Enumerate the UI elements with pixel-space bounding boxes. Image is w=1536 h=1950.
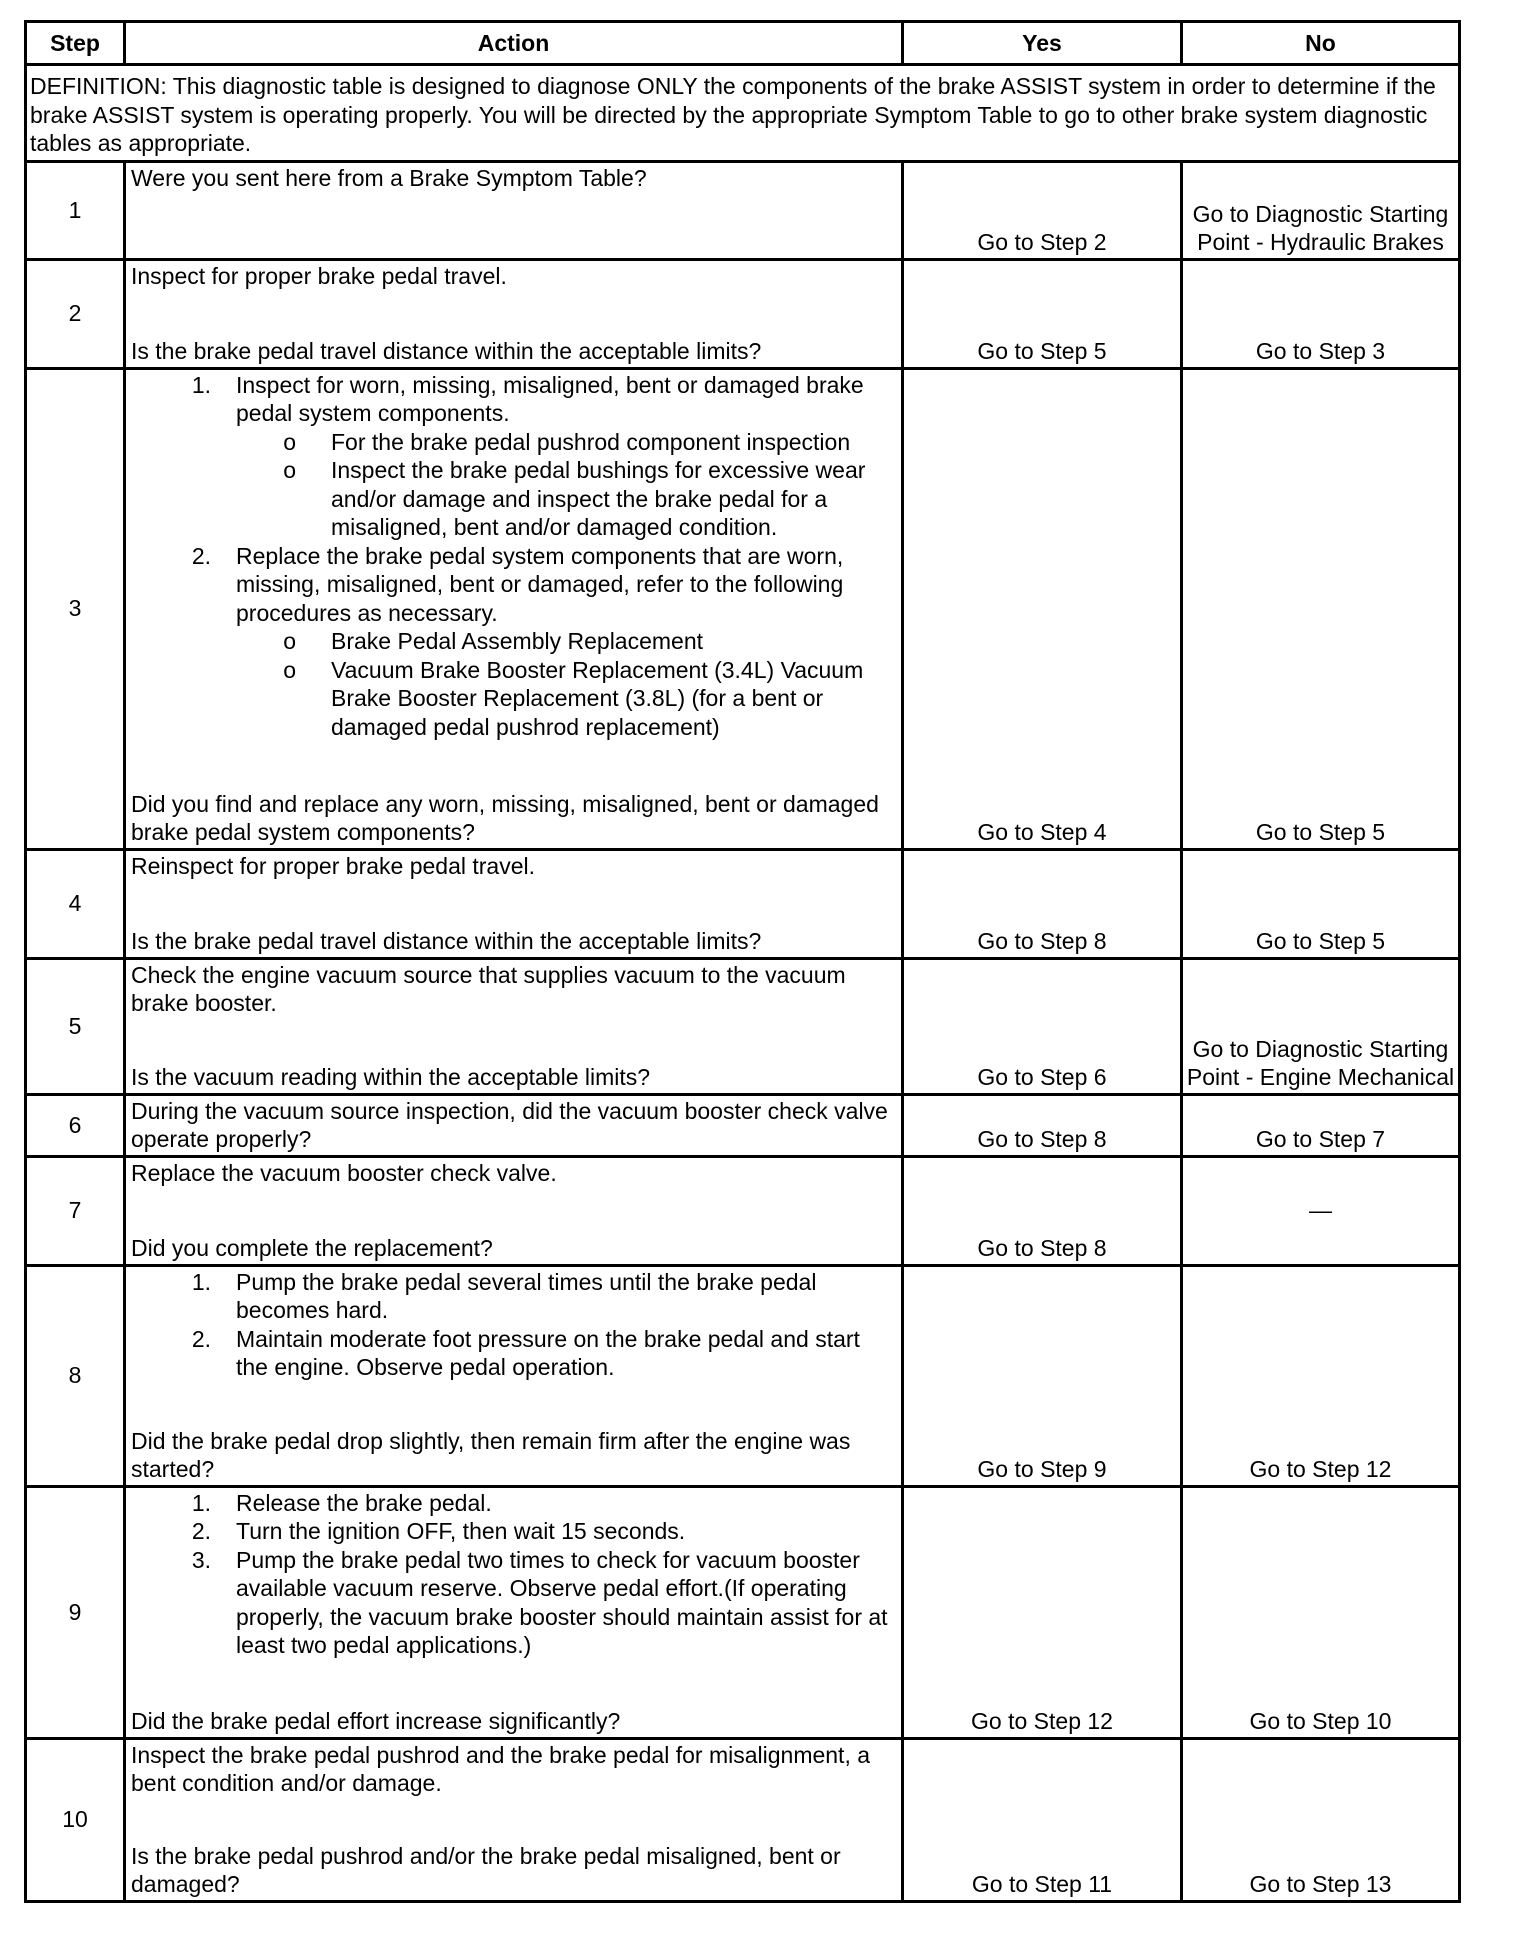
table-row-step-8 [26, 1265, 1460, 1486]
item-text: Turn the ignition OFF, then wait 15 seconds. [236, 1518, 686, 1544]
list-item [131, 1268, 895, 1325]
step-number: 9 [26, 1486, 125, 1738]
item-number: 1. [191, 371, 211, 398]
action-intro: Replace the vacuum booster check valve. [131, 1159, 557, 1186]
sub-item-text: For the brake pedal pushrod component inspection [331, 428, 851, 455]
yes-cell: Go to Step 4 [903, 368, 1182, 849]
diagnostic-table [24, 20, 1461, 1903]
step-number: 3 [26, 368, 125, 849]
list-item [131, 1325, 895, 1382]
no-cell: Go to Step 5 [1182, 368, 1460, 849]
yes-cell: Go to Step 6 [903, 958, 1182, 1094]
no-cell: — [1182, 1156, 1460, 1265]
step-number: 4 [26, 849, 125, 958]
step-number: 7 [26, 1156, 125, 1265]
item-text: Pump the brake pedal two times to check for vacuum booster available vacuum reserve. Observe pedal effort.(If operating properly, the vacuum brake booster should maintain assist for at least two pedal applications.) [236, 1546, 888, 1658]
item-number: 2. [191, 1518, 211, 1544]
action-cell [125, 259, 903, 368]
list-item [131, 1546, 895, 1660]
action-question: Did the brake pedal effort increase significantly? [131, 1708, 621, 1734]
no-cell: Go to Diagnostic Starting Point - Hydraulic Brakes [1182, 161, 1460, 259]
no-cell: Go to Step 10 [1182, 1486, 1460, 1738]
action-cell [125, 1094, 903, 1156]
item-text: Maintain moderate foot pressure on the brake pedal and start the engine. Observe pedal operation. [236, 1325, 860, 1380]
action-steps [131, 1268, 895, 1382]
step-number: 2 [26, 259, 125, 368]
no-cell: Go to Step 5 [1182, 849, 1460, 958]
yes-cell: Go to Step 8 [903, 1156, 1182, 1265]
item-number: 3. [191, 1546, 211, 1573]
step-number: 10 [26, 1738, 125, 1901]
action-intro: Reinspect for proper brake pedal travel. [131, 852, 535, 879]
header-row [26, 22, 1460, 65]
header-yes: Yes [903, 22, 1182, 65]
action-intro: Check the engine vacuum source that supplies vacuum to the vacuum brake booster. [131, 961, 846, 1016]
list-item [131, 542, 895, 628]
action-cell [125, 1486, 903, 1738]
item-text: Replace the brake pedal system components that are worn, missing, misaligned, bent or damaged, refer to the following procedures as necessary. [236, 542, 844, 626]
action-question: Is the brake pedal travel distance within the acceptable limits? [131, 338, 762, 364]
sub-list-item [131, 627, 895, 656]
table-row-step-2 [26, 259, 1460, 368]
step-number: 8 [26, 1265, 125, 1486]
no-cell: Go to Step 3 [1182, 259, 1460, 368]
definition-row [26, 65, 1460, 162]
item-number: 1. [191, 1489, 211, 1516]
table-row-step-3 [26, 368, 1460, 849]
sub-list-item [131, 656, 895, 742]
sub-item-text: Inspect the brake pedal bushings for excessive wear and/or damage and inspect the brake pedal for a misaligned, bent and/or damaged condition. [331, 457, 866, 540]
yes-cell: Go to Step 9 [903, 1265, 1182, 1486]
table-row-step-5 [26, 958, 1460, 1094]
action-question: During the vacuum source inspection, did the vacuum booster check valve operate properly? [131, 1097, 888, 1152]
definition-text: DEFINITION: This diagnostic table is designed to diagnose ONLY the components of the brake ASSIST system in order to determine if the brake ASSIST system is operating properly. You will be directed by the appropriate Symptom Table to go to other brake system diagnostic tables as appropriate. [26, 65, 1460, 162]
action-cell [125, 1265, 903, 1486]
action-cell [125, 958, 903, 1094]
action-cell [125, 1738, 903, 1901]
no-cell: Go to Step 13 [1182, 1738, 1460, 1901]
step-number: 1 [26, 161, 125, 259]
action-question: Did the brake pedal drop slightly, then remain firm after the engine was started? [131, 1427, 851, 1482]
yes-cell: Go to Step 11 [903, 1738, 1182, 1901]
header-step: Step [26, 22, 125, 65]
sub-item-text: Brake Pedal Assembly Replacement [331, 628, 704, 654]
item-number: 2. [191, 542, 211, 569]
table-row-step-1 [26, 161, 1460, 259]
action-question: Is the brake pedal travel distance within the acceptable limits? [131, 928, 762, 954]
action-intro: Inspect the brake pedal pushrod and the brake pedal for misalignment, a bent condition and/or damage. [131, 1741, 871, 1796]
action-cell [125, 1156, 903, 1265]
action-question: Did you complete the replacement? [131, 1235, 493, 1261]
bullet-icon: o [283, 428, 296, 455]
header-action: Action [125, 22, 903, 65]
action-question: Did you find and replace any worn, missing, misaligned, bent or damaged brake pedal system components? [131, 790, 879, 845]
step-number: 5 [26, 958, 125, 1094]
table-row-step-10 [26, 1738, 1460, 1901]
item-text: Release the brake pedal. [236, 1489, 492, 1516]
step-number: 6 [26, 1094, 125, 1156]
list-item [131, 1517, 895, 1546]
bullet-icon: o [283, 656, 296, 683]
table-row-step-9 [26, 1486, 1460, 1738]
table-row-step-7 [26, 1156, 1460, 1265]
item-number: 1. [191, 1268, 211, 1295]
yes-cell: Go to Step 8 [903, 1094, 1182, 1156]
action-question: Is the vacuum reading within the acceptable limits? [131, 1064, 651, 1090]
table-row-step-6 [26, 1094, 1460, 1156]
sub-list-item [131, 428, 895, 457]
bullet-icon: o [283, 628, 296, 654]
yes-cell: Go to Step 5 [903, 259, 1182, 368]
yes-cell: Go to Step 12 [903, 1486, 1182, 1738]
action-question: Is the brake pedal pushrod and/or the brake pedal misaligned, bent or damaged? [131, 1842, 841, 1897]
action-cell [125, 161, 903, 259]
sub-item-text: Vacuum Brake Booster Replacement (3.4L) Vacuum Brake Booster Replacement (3.8L) (for a bent or damaged pedal pushrod replacement) [331, 656, 864, 740]
yes-cell: Go to Step 2 [903, 161, 1182, 259]
item-text: Inspect for worn, missing, misaligned, bent or damaged brake pedal system components. [236, 371, 864, 426]
no-cell: Go to Diagnostic Starting Point - Engine Mechanical [1182, 958, 1460, 1094]
action-steps [131, 371, 895, 742]
action-question: Were you sent here from a Brake Symptom Table? [131, 164, 647, 191]
action-cell [125, 368, 903, 849]
item-number: 2. [191, 1325, 211, 1352]
sub-list-item [131, 456, 895, 542]
header-no: No [1182, 22, 1460, 65]
list-item [131, 371, 895, 428]
table-row-step-4 [26, 849, 1460, 958]
no-cell: Go to Step 12 [1182, 1265, 1460, 1486]
no-cell: Go to Step 7 [1182, 1094, 1460, 1156]
yes-cell: Go to Step 8 [903, 849, 1182, 958]
item-text: Pump the brake pedal several times until the brake pedal becomes hard. [236, 1268, 817, 1323]
action-steps [131, 1489, 895, 1660]
action-intro: Inspect for proper brake pedal travel. [131, 262, 507, 289]
list-item [131, 1489, 895, 1518]
action-cell [125, 849, 903, 958]
bullet-icon: o [283, 457, 296, 483]
